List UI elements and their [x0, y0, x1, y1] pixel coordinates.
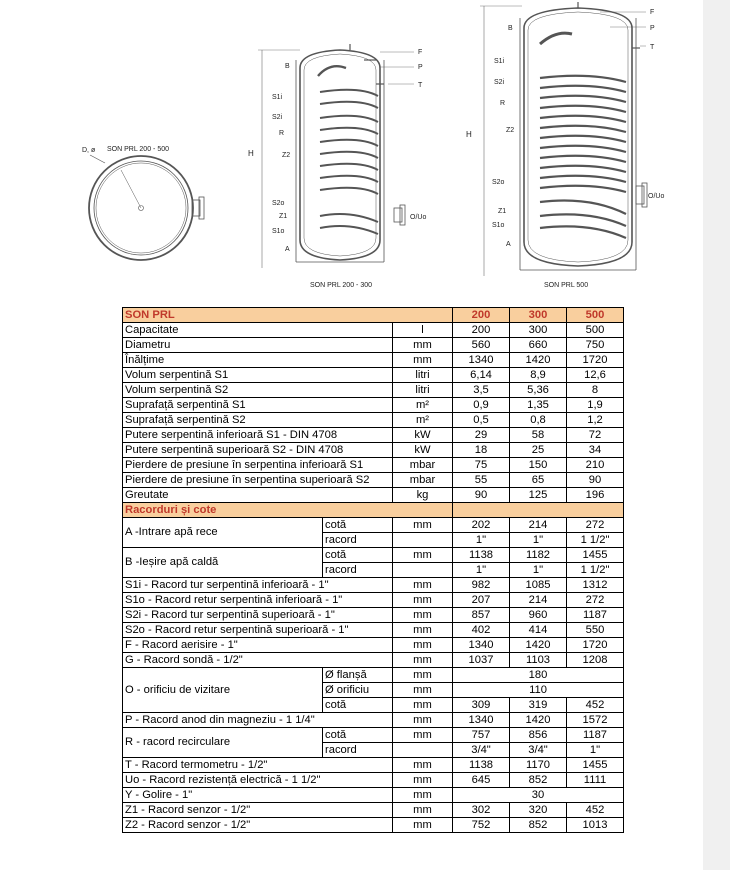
- connection-label: Y - Golire - 1": [123, 788, 393, 803]
- connection-unit: mm: [393, 638, 453, 653]
- label-s1i-500: S1i: [494, 58, 505, 65]
- connection-label: F - Racord aerisire - 1": [123, 638, 393, 653]
- spec-value: 125: [510, 488, 567, 503]
- connection-label: S1o - Racord retur serpentină inferioară - 1": [123, 593, 393, 608]
- spec-label: Putere serpentină inferioară S1 - DIN 4708: [123, 428, 393, 443]
- connection-value: 1340: [453, 638, 510, 653]
- table-row: [123, 668, 624, 683]
- connection-unit: mm: [393, 683, 453, 698]
- connection-subtype: racord: [323, 563, 393, 578]
- connection-unit: mm: [393, 623, 453, 638]
- spec-unit: mbar: [393, 473, 453, 488]
- connection-label: P - Racord anod din magneziu - 1 1/4": [123, 713, 393, 728]
- connection-subtype: racord: [323, 533, 393, 548]
- spec-value: 0,8: [510, 413, 567, 428]
- table-row: [123, 713, 624, 728]
- label-a: A: [285, 246, 290, 253]
- label-s1i: S1i: [272, 94, 283, 101]
- connection-value: 320: [510, 803, 567, 818]
- table-row: [123, 518, 624, 533]
- spec-value: 1,9: [567, 398, 624, 413]
- connection-unit: mm: [393, 758, 453, 773]
- spec-unit: l: [393, 323, 453, 338]
- connection-value: 110: [453, 683, 624, 698]
- label-b-500: B: [508, 25, 513, 32]
- label-t: T: [418, 82, 423, 89]
- connection-unit: mm: [393, 713, 453, 728]
- table-row: [123, 653, 624, 668]
- connection-value: 1138: [453, 758, 510, 773]
- connection-value: 857: [453, 608, 510, 623]
- spec-unit: mbar: [393, 458, 453, 473]
- connection-label: T - Racord termometru - 1/2": [123, 758, 393, 773]
- spec-row: [123, 473, 624, 488]
- connection-unit: mm: [393, 608, 453, 623]
- connection-value: 1103: [510, 653, 567, 668]
- connection-unit: mm: [393, 653, 453, 668]
- section-header-row: [123, 503, 624, 518]
- connection-unit: [393, 743, 453, 758]
- spec-label: Volum serpentină S1: [123, 368, 393, 383]
- spec-value: 1720: [567, 353, 624, 368]
- label-p-500: P: [650, 25, 655, 32]
- caption-200-300: SON PRL 200 - 300: [310, 282, 372, 289]
- section-filler: [453, 503, 624, 518]
- connection-label: S1i - Racord tur serpentină inferioară - 1": [123, 578, 393, 593]
- connection-value: 1182: [510, 548, 567, 563]
- spec-value: 72: [567, 428, 624, 443]
- spec-row: [123, 323, 624, 338]
- spec-value: 90: [453, 488, 510, 503]
- table-row: [123, 638, 624, 653]
- spec-label: Înălțime: [123, 353, 393, 368]
- height-label: H: [248, 149, 254, 158]
- connection-label: S2o - Racord retur serpentină superioară - 1": [123, 623, 393, 638]
- spec-row: [123, 488, 624, 503]
- spec-row: [123, 458, 624, 473]
- diameter-label: D, ø: [82, 147, 96, 154]
- connection-value: 1572: [567, 713, 624, 728]
- connection-value: 852: [510, 773, 567, 788]
- connection-value: 302: [453, 803, 510, 818]
- spec-value: 58: [510, 428, 567, 443]
- table-row: [123, 773, 624, 788]
- connection-value: 272: [567, 518, 624, 533]
- spec-unit: m²: [393, 413, 453, 428]
- connection-value: 550: [567, 623, 624, 638]
- connection-value: 1": [453, 563, 510, 578]
- caption-500: SON PRL 500: [544, 282, 589, 289]
- label-p: P: [418, 64, 423, 71]
- spec-value: 1,35: [510, 398, 567, 413]
- section-title: Racorduri și cote: [123, 503, 453, 518]
- connection-unit: mm: [393, 593, 453, 608]
- connection-value: 757: [453, 728, 510, 743]
- connection-unit: mm: [393, 518, 453, 533]
- scrollbar[interactable]: [703, 0, 730, 870]
- height-label-500: H: [466, 130, 472, 139]
- spec-value: 750: [567, 338, 624, 353]
- connection-value: 452: [567, 698, 624, 713]
- connection-unit: [393, 563, 453, 578]
- connection-value: 3/4": [453, 743, 510, 758]
- label-t-500: T: [650, 44, 655, 51]
- connection-subtype: cotă: [323, 548, 393, 563]
- spec-unit: litri: [393, 383, 453, 398]
- connection-value: 1": [510, 563, 567, 578]
- model-500: 500: [567, 308, 624, 323]
- connection-label: R - racord recirculare: [123, 728, 323, 758]
- spec-rows: [123, 323, 624, 503]
- top-view-title: SON PRL 200 - 500: [107, 146, 169, 153]
- spec-row: [123, 383, 624, 398]
- spec-value: 75: [453, 458, 510, 473]
- spec-row: [123, 443, 624, 458]
- connection-value: 1138: [453, 548, 510, 563]
- spec-row: [123, 428, 624, 443]
- connection-unit: mm: [393, 668, 453, 683]
- spec-value: 1340: [453, 353, 510, 368]
- table-row: [123, 758, 624, 773]
- connection-value: 1": [510, 533, 567, 548]
- connection-label: O - orificiu de vizitare: [123, 668, 323, 713]
- connection-value: 202: [453, 518, 510, 533]
- connection-value: 180: [453, 668, 624, 683]
- connection-subtype: cotă: [323, 698, 393, 713]
- connection-value: 752: [453, 818, 510, 833]
- connection-unit: mm: [393, 818, 453, 833]
- label-s2i: S2i: [272, 114, 283, 121]
- connection-unit: mm: [393, 578, 453, 593]
- spec-row: [123, 338, 624, 353]
- connection-unit: mm: [393, 548, 453, 563]
- connection-value: 1420: [510, 638, 567, 653]
- spec-value: 25: [510, 443, 567, 458]
- spec-value: 1420: [510, 353, 567, 368]
- spec-value: 90: [567, 473, 624, 488]
- table-row: [123, 803, 624, 818]
- spec-label: Putere serpentină superioară S2 - DIN 4708: [123, 443, 393, 458]
- spec-unit: kg: [393, 488, 453, 503]
- spec-row: [123, 353, 624, 368]
- spec-value: 210: [567, 458, 624, 473]
- label-s1o-500: S1o: [492, 222, 505, 229]
- connection-value: 214: [510, 518, 567, 533]
- spec-label: Volum serpentină S2: [123, 383, 393, 398]
- label-s2o: S2o: [272, 200, 285, 207]
- connection-value: 1720: [567, 638, 624, 653]
- connection-value: 452: [567, 803, 624, 818]
- connection-value: 3/4": [510, 743, 567, 758]
- table-row: [123, 818, 624, 833]
- connection-unit: mm: [393, 788, 453, 803]
- connection-label: S2i - Racord tur serpentină superioară - 1": [123, 608, 393, 623]
- spec-value: 3,5: [453, 383, 510, 398]
- connection-subtype: Ø flanșă: [323, 668, 393, 683]
- connection-value: 1187: [567, 728, 624, 743]
- spec-unit: m²: [393, 398, 453, 413]
- spec-label: Suprafață serpentină S1: [123, 398, 393, 413]
- spec-row: [123, 368, 624, 383]
- spec-unit: mm: [393, 338, 453, 353]
- label-r: R: [279, 130, 285, 137]
- label-b: B: [285, 63, 290, 70]
- connection-value: 1170: [510, 758, 567, 773]
- label-a-500: A: [506, 241, 511, 248]
- table-header-row: [123, 308, 624, 323]
- connection-value: 1455: [567, 758, 624, 773]
- connection-label: Uo - Racord rezistență electrică - 1 1/2": [123, 773, 393, 788]
- label-z2-500: Z2: [506, 127, 515, 134]
- spec-table: [122, 307, 624, 833]
- connection-subtype: racord: [323, 743, 393, 758]
- connection-value: 1312: [567, 578, 624, 593]
- spec-row: [123, 413, 624, 428]
- tank-500-drawing: [466, 2, 664, 289]
- connection-value: 414: [510, 623, 567, 638]
- connection-unit: mm: [393, 773, 453, 788]
- connection-unit: mm: [393, 803, 453, 818]
- label-s2i-500: S2i: [494, 79, 505, 86]
- spec-label: Capacitate: [123, 323, 393, 338]
- spec-value: 200: [453, 323, 510, 338]
- label-s1o: S1o: [272, 228, 285, 235]
- technical-drawings: [0, 0, 703, 300]
- spec-value: 34: [567, 443, 624, 458]
- label-f-500: F: [650, 9, 655, 16]
- label-r-500: R: [500, 100, 506, 107]
- connection-value: 30: [453, 788, 624, 803]
- spec-label: Pierdere de presiune în serpentina superioară S2: [123, 473, 393, 488]
- spec-unit: kW: [393, 443, 453, 458]
- table-row: [123, 593, 624, 608]
- connection-unit: mm: [393, 698, 453, 713]
- connection-value: 1340: [453, 713, 510, 728]
- spec-value: 18: [453, 443, 510, 458]
- spec-value: 65: [510, 473, 567, 488]
- label-z2: Z2: [282, 152, 291, 159]
- spec-value: 300: [510, 323, 567, 338]
- table-row: [123, 608, 624, 623]
- spec-value: 55: [453, 473, 510, 488]
- table-row: [123, 728, 624, 743]
- spec-value: 8,9: [510, 368, 567, 383]
- label-o-uo-500: O/Uo: [648, 193, 665, 200]
- spec-value: 8: [567, 383, 624, 398]
- connection-value: 1 1/2": [567, 533, 624, 548]
- connection-value: 982: [453, 578, 510, 593]
- table-row: [123, 788, 624, 803]
- label-o-uo: O/Uo: [410, 214, 427, 221]
- tank-200-300-drawing: [248, 44, 426, 289]
- connection-label: A -Intrare apă rece: [123, 518, 323, 548]
- spec-label: Pierdere de presiune în serpentina inferioară S1: [123, 458, 393, 473]
- connection-label: G - Racord sondă - 1/2": [123, 653, 393, 668]
- connection-value: 1 1/2": [567, 563, 624, 578]
- connection-value: 207: [453, 593, 510, 608]
- spec-value: 150: [510, 458, 567, 473]
- spec-value: 560: [453, 338, 510, 353]
- connection-value: 1085: [510, 578, 567, 593]
- spec-value: 5,36: [510, 383, 567, 398]
- table-row: [123, 623, 624, 638]
- spec-value: 196: [567, 488, 624, 503]
- spec-row: [123, 398, 624, 413]
- spec-value: 1,2: [567, 413, 624, 428]
- model-200: 200: [453, 308, 510, 323]
- connection-value: 856: [510, 728, 567, 743]
- connection-value: 319: [510, 698, 567, 713]
- table-row: [123, 578, 624, 593]
- table-row: [123, 548, 624, 563]
- spec-value: 6,14: [453, 368, 510, 383]
- spec-value: 0,9: [453, 398, 510, 413]
- spec-unit: kW: [393, 428, 453, 443]
- spec-unit: litri: [393, 368, 453, 383]
- connection-value: 402: [453, 623, 510, 638]
- connection-value: 309: [453, 698, 510, 713]
- connection-value: 1": [453, 533, 510, 548]
- connection-value: 1111: [567, 773, 624, 788]
- label-z1-500: Z1: [498, 208, 507, 215]
- connection-unit: mm: [393, 728, 453, 743]
- spec-value: 29: [453, 428, 510, 443]
- spec-label: Diametru: [123, 338, 393, 353]
- connection-value: 1187: [567, 608, 624, 623]
- connection-subtype: cotă: [323, 518, 393, 533]
- connection-value: 852: [510, 818, 567, 833]
- connection-value: 1420: [510, 713, 567, 728]
- connection-value: 1013: [567, 818, 624, 833]
- connection-value: 214: [510, 593, 567, 608]
- spec-value: 500: [567, 323, 624, 338]
- connection-value: 645: [453, 773, 510, 788]
- connection-value: 960: [510, 608, 567, 623]
- connection-unit: [393, 533, 453, 548]
- spec-value: 660: [510, 338, 567, 353]
- connection-value: 272: [567, 593, 624, 608]
- label-z1: Z1: [279, 213, 288, 220]
- label-s2o-500: S2o: [492, 179, 505, 186]
- spec-label: Suprafață serpentină S2: [123, 413, 393, 428]
- connection-value: 1037: [453, 653, 510, 668]
- spec-value: 12,6: [567, 368, 624, 383]
- table-title: SON PRL: [123, 308, 453, 323]
- connection-value: 1208: [567, 653, 624, 668]
- connection-label: Z1 - Racord senzor - 1/2": [123, 803, 393, 818]
- connection-rows: [123, 503, 624, 833]
- connection-label: Z2 - Racord senzor - 1/2": [123, 818, 393, 833]
- spec-label: Greutate: [123, 488, 393, 503]
- connection-value: 1455: [567, 548, 624, 563]
- model-300: 300: [510, 308, 567, 323]
- label-f: F: [418, 49, 423, 56]
- spec-value: 0,5: [453, 413, 510, 428]
- connection-label: B -Ieșire apă caldă: [123, 548, 323, 578]
- connection-subtype: Ø orificiu: [323, 683, 393, 698]
- connection-subtype: cotă: [323, 728, 393, 743]
- top-view-drawing: [82, 146, 204, 260]
- connection-value: 1": [567, 743, 624, 758]
- spec-unit: mm: [393, 353, 453, 368]
